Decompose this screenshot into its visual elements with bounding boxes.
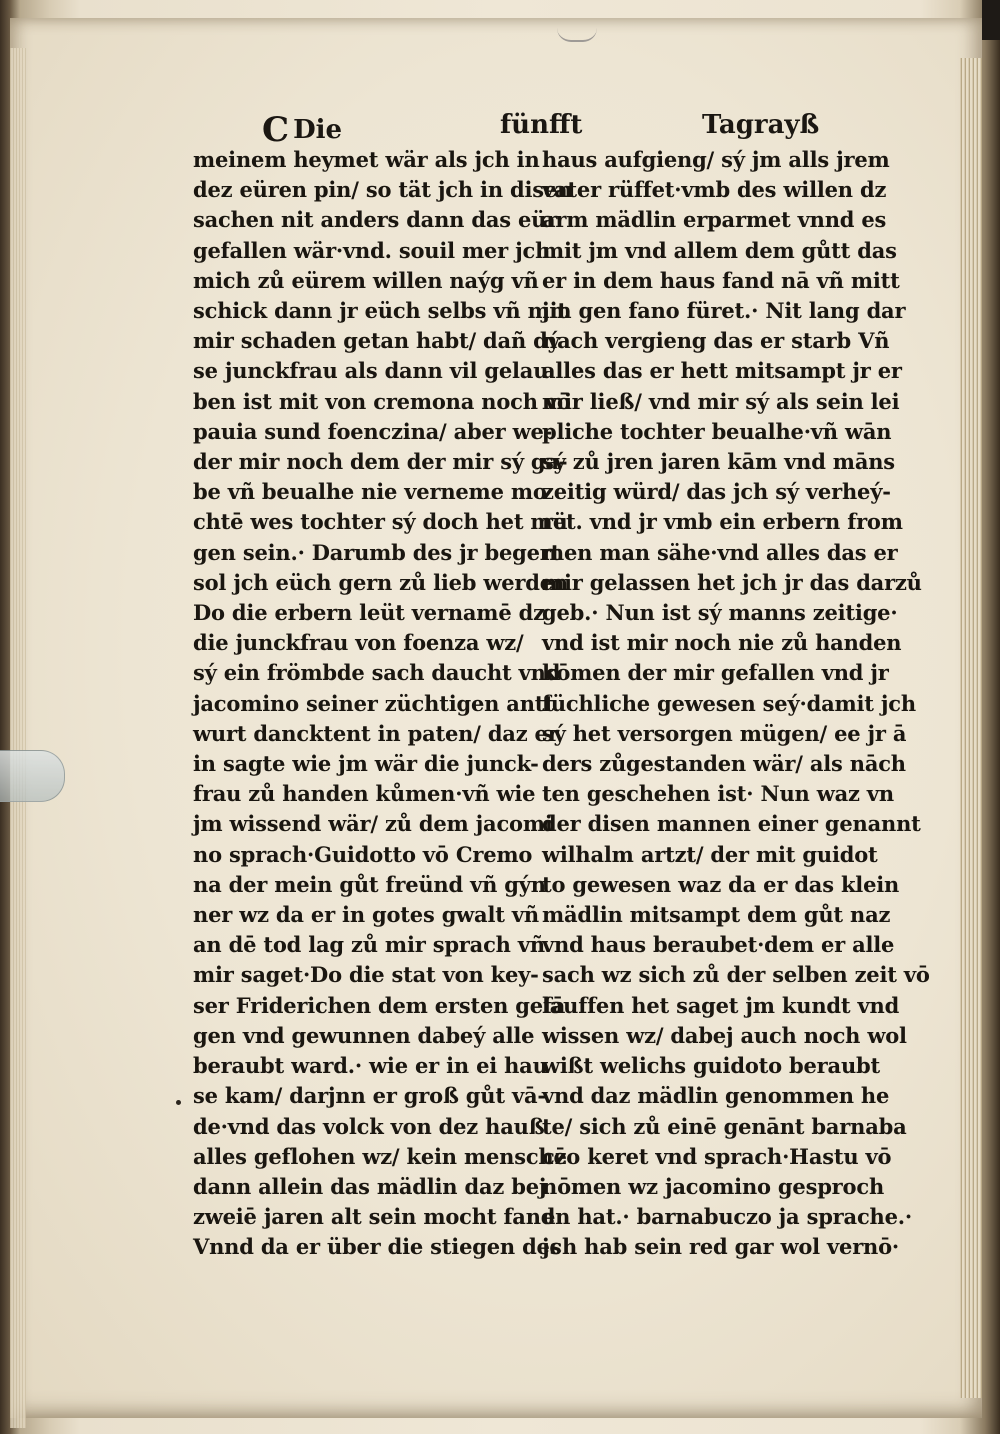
text-line: se kam/ darjnn er groß gůt vā- xyxy=(193,1083,546,1109)
text-line: mich zů eürem willen naýg vñ xyxy=(193,267,539,293)
text-line: mir ließ/ vnd mir sý als sein lei xyxy=(542,388,900,414)
text-line: jm gen fano füret.· Nit lang dar xyxy=(542,298,906,324)
page-clip xyxy=(0,750,65,802)
text-line: alles geflohen wz/ kein menschē xyxy=(193,1143,567,1169)
text-line: jch hab sein red gar wol vernō· xyxy=(542,1234,900,1260)
text-line: vnd ist mir noch nie zů handen xyxy=(542,630,902,656)
text-line: frau zů handen kůmen·vñ wie xyxy=(193,781,536,807)
text-line: jacomino seiner züchtigen antt xyxy=(193,690,554,716)
page-edge-left xyxy=(10,48,26,1428)
text-line: arm mädlin erparmet vnnd es xyxy=(542,207,887,233)
text-line: dez eüren pin/ so tät jch in disen xyxy=(193,177,573,203)
text-line: sý zů jren jaren kām vnd māns xyxy=(542,449,895,475)
text-line: ten geschehen ist· Nun waz vn xyxy=(542,781,894,807)
text-line: vnd daz mädlin genommen he xyxy=(542,1083,890,1109)
text-line: geb.· Nun ist sý manns zeitige· xyxy=(542,600,898,626)
text-line: pauia sund foenczina/ aber we- xyxy=(193,418,553,444)
header-middle: fünfft xyxy=(500,110,583,140)
text-line: zeitig würd/ das jch sý verheý- xyxy=(542,479,891,505)
text-line: mir schaden getan habt/ dañ dý xyxy=(193,328,560,354)
text-line: haus aufgieng/ sý jm alls jrem xyxy=(542,147,890,172)
text-line: czo keret vnd sprach·Hastu vō xyxy=(542,1143,892,1169)
page-edge-right xyxy=(960,58,982,1398)
text-column-right xyxy=(542,145,930,1263)
text-line: dann allein das mädlin daz bej xyxy=(193,1173,547,1199)
text-line: ser Friderichen dem ersten gefā xyxy=(193,992,566,1018)
text-line: jm wissend wär/ zů dem jacomi xyxy=(193,811,553,837)
text-line: Vnnd da er über die stiegen des xyxy=(193,1234,562,1260)
text-line: vnd haus beraubet·dem er alle xyxy=(542,932,895,958)
text-line: gen vnd gewunnen dabeý alle xyxy=(193,1022,535,1048)
text-line: mir gelassen het jch jr das darzů xyxy=(542,569,922,595)
text-line: füchliche gewesen seý·damit jch xyxy=(542,690,916,716)
text-line: sý ein frömbde sach daucht vnd xyxy=(193,660,561,686)
text-line: ret. vnd jr vmb ein erbern from xyxy=(542,509,903,535)
text-line: sol jch eüch gern zů lieb werden xyxy=(193,569,568,595)
text-line: beraubt ward.· wie er in ei hau xyxy=(193,1053,548,1079)
header-left-text: Die xyxy=(293,115,343,145)
text-line: wissen wz/ dabej auch noch wol xyxy=(542,1022,907,1048)
text-line: te/ sich zů einē genānt barnaba xyxy=(542,1113,907,1139)
text-line: Do die erbern leüt vernamē dz xyxy=(193,600,545,626)
text-line: mädlin mitsampt dem gůt naz xyxy=(542,902,891,928)
text-line: gen sein.· Darumb des jr begert xyxy=(193,539,561,565)
text-line: nōmen wz jacomino gesproch xyxy=(542,1173,885,1199)
text-line: lauffen het saget jm kundt vnd xyxy=(542,992,900,1018)
text-line: nach vergieng das er starb Vñ xyxy=(542,328,890,354)
text-line: die junckfrau von foenza wz/ xyxy=(193,630,524,656)
text-line: mit jm vnd allem dem gůtt das xyxy=(542,237,897,263)
text-line: men man sähe·vnd alles das er xyxy=(542,539,898,565)
header-right: Tagrayß xyxy=(702,110,820,140)
text-line: zweiē jaren alt sein mocht fand xyxy=(193,1204,556,1230)
header-left xyxy=(262,110,342,150)
text-line: gefallen wär·vnd. souil mer jch xyxy=(193,237,551,263)
text-line: sachen nit anders dann das eür xyxy=(193,207,558,233)
text-line: chtē wes tochter sý doch het mü xyxy=(193,509,568,535)
text-line: be vñ beualhe nie verneme mo xyxy=(193,479,547,505)
text-line: mir saget·Do die stat von key- xyxy=(193,962,539,988)
text-line: se junckfrau als dann vil gelau xyxy=(193,358,549,384)
text-line: pliche tochter beualhe·vñ wān xyxy=(542,418,892,444)
text-line: ben ist mit von cremona noch vō xyxy=(193,388,571,414)
text-line: de·vnd das volck von dez hauß xyxy=(193,1113,545,1139)
text-line: sach wz sich zů der selben zeit vō xyxy=(542,962,930,988)
text-line: vater rüffet·vmb des willen dz xyxy=(542,177,887,203)
text-line: an dē tod lag zů mir sprach vñ xyxy=(193,932,545,958)
text-line: in sagte wie jm wär die junck- xyxy=(193,751,539,777)
text-line: der mir noch dem der mir sý ga- xyxy=(193,449,568,475)
text-line: meinem heymet wär als jch in xyxy=(193,147,540,172)
text-line: alles das er hett mitsampt jr er xyxy=(542,358,902,384)
text-line: kōmen der mir gefallen vnd jr xyxy=(542,660,889,686)
text-line: sý het versorgen mügen/ ee jr ā xyxy=(542,720,907,746)
text-column-left xyxy=(193,145,573,1263)
ink-dot xyxy=(176,1100,181,1105)
running-header xyxy=(262,104,822,150)
text-line: der disen mannen einer genannt xyxy=(542,811,921,837)
text-line: to gewesen waz da er das klein xyxy=(542,871,900,897)
text-line: na der mein gůt freünd vñ gýn xyxy=(193,871,546,897)
spine-strap xyxy=(982,0,1000,40)
text-line: en hat.· barnabuczo ja sprache.· xyxy=(542,1204,912,1230)
text-line: ders zůgestanden wär/ als nāch xyxy=(542,751,906,777)
header-initial: C xyxy=(262,110,290,150)
text-line: wilhalm artzt/ der mit guidot xyxy=(542,841,878,867)
text-line: er in dem haus fand nā vñ mitt xyxy=(542,267,900,293)
text-line: no sprach·Guidotto vō Cremo xyxy=(193,841,533,867)
text-line: ner wz da er in gotes gwalt vñ xyxy=(193,902,539,928)
text-line: wurt dancktent in paten/ daz er xyxy=(193,720,559,746)
text-line: wißt welichs guidoto beraubt xyxy=(542,1053,881,1079)
text-line: schick dann jr eüch selbs vñ mit xyxy=(193,298,567,324)
